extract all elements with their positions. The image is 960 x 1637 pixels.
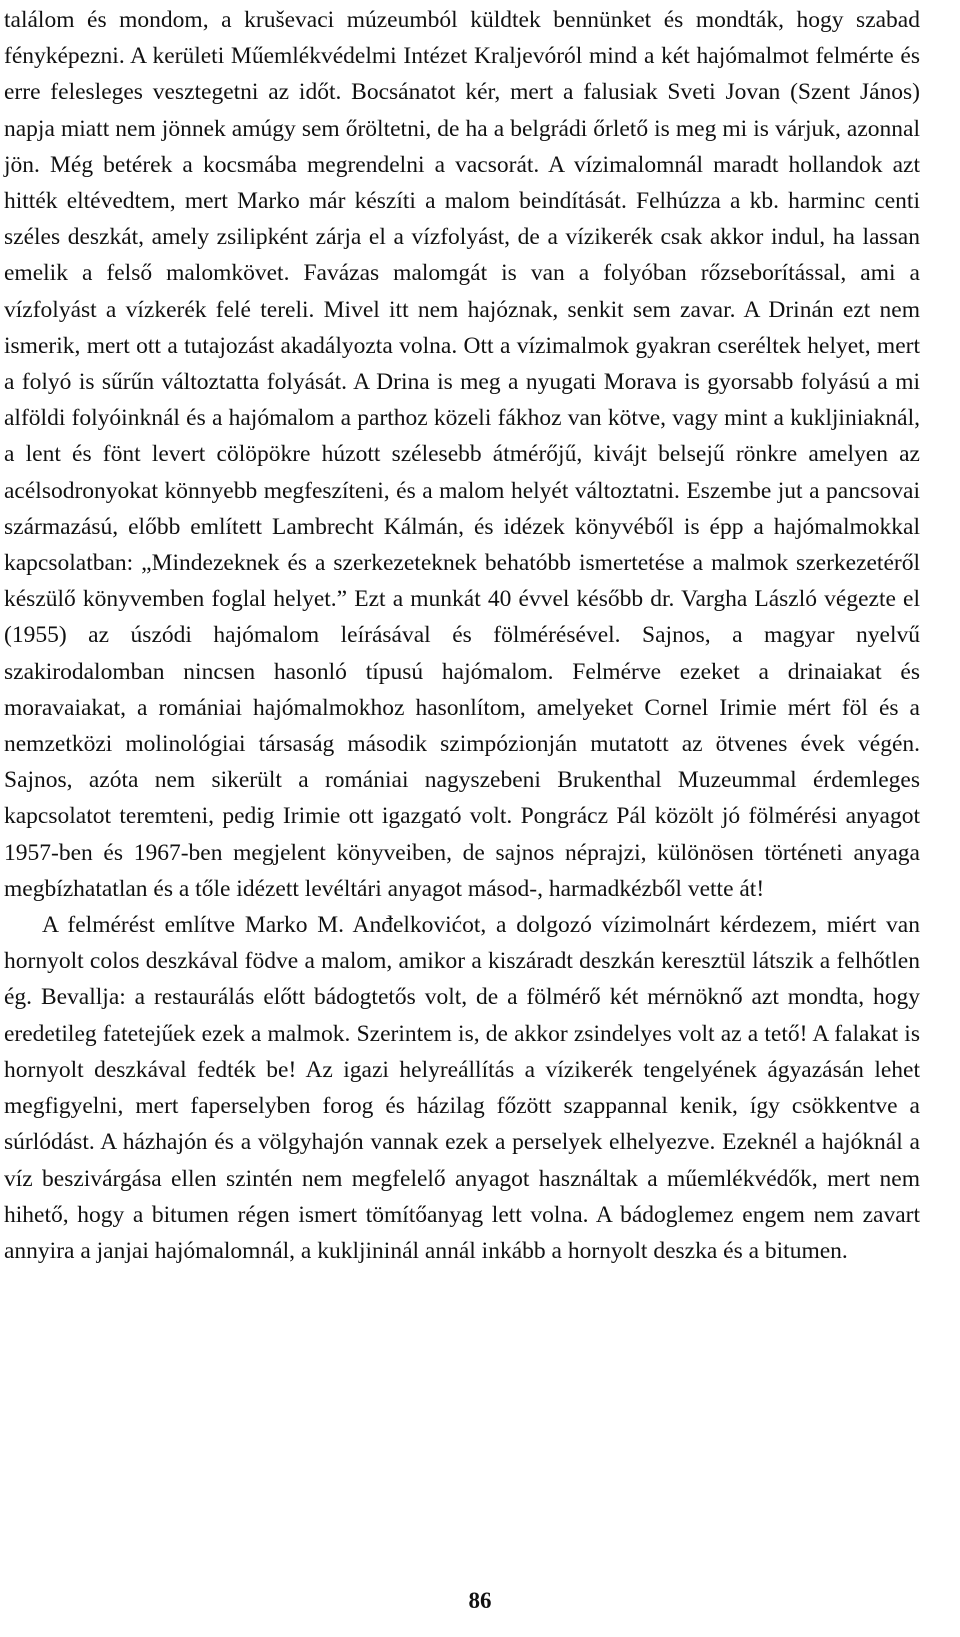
paragraph-2: A felmérést említve Marko M. Anđelkovićot, a dolgozó vízimolnárt kérdezem, miért van hornyolt colos deszkával födve a malom, amikor a kiszáradt deszkán keresztül látszik a felhőtlen ég. Bevallja: a restaurálás előtt bádogtetős volt, de a fölmérő két mérnöknő azt mondta, hogy eredetileg fatetejűek ezek a malmok. Szerintem is, de akkor zsindelyes volt az a tető! A falakat is hornyolt deszkával fedték be! Az igazi helyreállítás a vízikerék tengelyének ágyazásán lehet megfigyelni, mert faperselyben forog és házilag főzött szappannal kenik, így csökkentve a súrlódást. A házhajón és a völgyhajón vannak ezek a perselyek elhelyezve. Ezeknél a hajóknál a víz beszivárgása ellen szintén nem megfelelő anyagot használtak a műemlékvédők, mert nem hihető, hogy a bitumen régen ismert tömítőanyag lett volna. A bádoglemez engem nem zavart annyira a janjai hajómalomnál, a kukljininál annál inkább a hornyolt deszka és a bitumen. [4, 912, 920, 1264]
body-text [4, 2, 920, 1269]
page-number: 86 [468, 1588, 492, 1613]
paragraph-1: találom és mondom, a kruševaci múzeumból küldtek bennünket és mondták, hogy szabad fényképezni. A kerületi Műemlékvédelmi Intézet Kraljevóról mind a két hajómalmot felmérte és erre felesleges vesztegetni az időt. Bocsánatot kér, mert a falusiak Sveti Jovan (Szent János) napja miatt nem jönnek amúgy sem őröltetni, de ha a belgrádi őrlető is meg mi is várjuk, azonnal jön. Még betérek a kocsmába megrendelni a vacsorát. A vízimalomnál maradt hollandok azt hitték eltévedtem, mert Marko már készíti a malom beindítását. Felhúzza a kb. harminc centi széles deszkát, amely zsilipként zárja el a vízfolyást, de a vízikerék csak akkor indul, ha lassan emelik a felső malomkövet. Favázas malomgát is van a folyóban rőzseborítással, ami a vízfolyást a vízkerék felé tereli. Mivel itt nem hajóznak, senkit sem zavar. A Drinán ezt nem ismerik, mert ott a tutajozást akadályozta volna. Ott a vízimalmok gyakran cseréltek helyet, mert a folyó is sűrűn változtatta folyását. A Drina is meg a nyugati Morava is gyorsabb folyású a mi alföldi folyóinknál és a hajómalom a parthoz közeli fákhoz van kötve, vagy mint a kukljiniaknál, a lent és fönt levert cölöpökre húzott szélesebb átmérőjű, kivájt belsejű rönkre amelyen az acélsodronyokat könnyebb megfeszíteni, és a malom helyét változtatni. Eszembe jut a pancsovai származású, előbb említett Lambrecht Kálmán, és idézek könyvéből is épp a hajómalmokkal kapcsolatban: „Mindezeknek és a szerkezeteknek behatóbb ismertetése a malmok szerkezetéről készülő könyvemben foglal helyet.” Ezt a munkát 40 évvel később dr. Vargha László végezte el (1955) az úszódi hajómalom leírásával és fölmérésével. Sajnos, a magyar nyelvű szakirodalomban nincsen hasonló típusú hajómalom. Felmérve ezeket a drinaiakat és moravaiakat, a romániai hajómalmokhoz hasonlítom, amelyeket Cornel Irimie mért föl és a nemzetközi molinológiai társaság második szimpózionján mutatott az ötvenes évek végén. Sajnos, azóta nem sikerült a romániai nagyszebeni Brukenthal Muzeummal érdemleges kapcsolatot teremteni, pedig Irimie ott igazgató volt. Pongrácz Pál közölt jó fölmérési anyagot 1957-ben és 1967-ben megjelent könyveiben, de sajnos néprajzi, különösen történeti anyaga megbízhatatlan és a tőle idézett levéltári anyagot másod-, harmadkézből vette át! [4, 7, 920, 902]
